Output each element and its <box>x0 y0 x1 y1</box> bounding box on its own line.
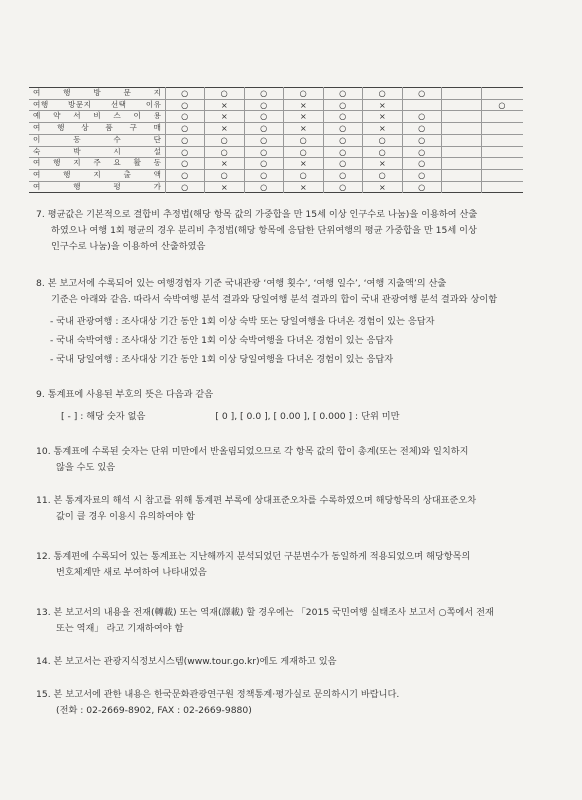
table-cell: ○ <box>402 181 442 193</box>
table-cell: ○ <box>165 134 205 146</box>
table-cell: ○ <box>363 169 403 181</box>
table-cell: ○ <box>323 88 363 100</box>
note-text: 않을 수도 있음 <box>56 462 116 473</box>
table-cell <box>442 99 482 111</box>
note-10 <box>36 444 566 476</box>
table-cell: × <box>205 99 245 111</box>
table-cell: ○ <box>363 88 403 100</box>
table-cell: ○ <box>244 169 284 181</box>
table-cell: × <box>363 111 403 123</box>
table-cell: ○ <box>323 123 363 135</box>
note-7 <box>36 207 566 255</box>
table-cell: ○ <box>244 123 284 135</box>
table-row <box>29 99 523 111</box>
table-cell <box>442 181 482 193</box>
table-cell <box>442 134 482 146</box>
note-text: 통계표에 사용된 부호의 뜻은 다음과 같음 <box>47 389 214 400</box>
note-number: 12. <box>36 551 51 562</box>
table-cell: ○ <box>402 123 442 135</box>
symbol-dash-legend: [ - ] : 해당 숫자 없음 <box>61 411 146 422</box>
table-cell: ○ <box>323 169 363 181</box>
table-cell: ○ <box>323 181 363 193</box>
table-row <box>29 111 523 123</box>
note-text: 통계표에 수록된 숫자는 단위 미만에서 반올림되었으므로 각 항목 값의 합이 총계(또는 전체)와 일치하지 <box>53 446 469 457</box>
table-cell: ○ <box>323 111 363 123</box>
note-number: 15. <box>36 689 51 700</box>
table-cell <box>481 88 523 100</box>
table-cell <box>481 158 523 170</box>
note-number: 13. <box>36 607 51 618</box>
row-label: 여 행 상 품 구 매 <box>29 123 165 135</box>
note-text: 본 보고서는 관광지식정보시스템(www.tour.go.kr)에도 게재하고 있음 <box>53 656 337 667</box>
table-cell: ○ <box>402 134 442 146</box>
table-cell: ○ <box>165 111 205 123</box>
note-number: 14. <box>36 656 51 667</box>
table-cell <box>442 111 482 123</box>
note-number: 8. <box>36 278 45 289</box>
note-sub-item: - 국내 숙박여행 : 조사대상 기간 동안 1회 이상 숙박여행을 다녀온 경험이 있는 응답자 <box>50 335 394 346</box>
table-cell <box>442 88 482 100</box>
table-cell <box>442 169 482 181</box>
note-text: 본 보고서에 관한 내용은 한국문화관광연구원 정책통계·평가실로 문의하시기 바랍니다. <box>53 689 400 700</box>
note-number: 11. <box>36 495 51 506</box>
table-cell <box>442 146 482 158</box>
row-label: 예 약 서 비 스 이 용 <box>29 111 165 123</box>
table-row <box>29 181 523 193</box>
table-cell: ○ <box>363 134 403 146</box>
table-row <box>29 123 523 135</box>
table-cell: × <box>363 158 403 170</box>
note-11 <box>36 493 566 525</box>
table-cell <box>442 123 482 135</box>
note-sub-item: - 국내 관광여행 : 조사대상 기간 동안 1회 이상 숙박 또는 당일여행을 다녀온 경험이 있는 응답자 <box>50 316 435 327</box>
table-cell: × <box>363 123 403 135</box>
table-cell: ○ <box>244 158 284 170</box>
table-cell: ○ <box>402 111 442 123</box>
note-13 <box>36 605 566 637</box>
note-number: 7. <box>36 209 45 220</box>
table-cell: ○ <box>284 134 324 146</box>
table-cell: ○ <box>244 111 284 123</box>
table-cell: ○ <box>284 169 324 181</box>
table-cell: ○ <box>205 169 245 181</box>
note-text: 인구수로 나눔)을 이용하여 산출하였음 <box>51 241 206 252</box>
note-text: 번호체계만 새로 부여하여 나타내었음 <box>56 567 207 578</box>
note-text: 하였으나 여행 1회 평균의 경우 분리비 추정법(해당 항목에 응답한 단위여행의 평균 가중합을 만 15세 이상 <box>51 225 477 236</box>
table-cell <box>442 158 482 170</box>
table-cell: ○ <box>402 88 442 100</box>
note-text: 기준은 아래와 같음. 따라서 숙박여행 분석 결과와 당일여행 분석 결과의 합이 국내 관광여행 분석 결과와 상이함 <box>51 294 498 305</box>
table-cell: ○ <box>402 169 442 181</box>
table-cell: ○ <box>323 146 363 158</box>
table-cell: × <box>284 99 324 111</box>
note-number: 9. <box>36 389 45 400</box>
note-14 <box>36 654 566 670</box>
row-label: 여 행 방 문 지 <box>33 88 162 97</box>
table-row <box>29 88 523 100</box>
table-cell <box>402 99 442 111</box>
table-cell: ○ <box>165 146 205 158</box>
table-cell: × <box>205 181 245 193</box>
table-cell: ○ <box>165 158 205 170</box>
table-row <box>29 169 523 181</box>
table-row <box>29 158 523 170</box>
note-text: 또는 역재」 라고 기재하여야 함 <box>56 623 184 634</box>
table-cell: ○ <box>205 146 245 158</box>
table-cell: ○ <box>165 181 205 193</box>
table-cell: ○ <box>363 146 403 158</box>
table-cell: × <box>363 181 403 193</box>
table-row <box>29 134 523 146</box>
table-cell: × <box>363 99 403 111</box>
table-cell: ○ <box>402 146 442 158</box>
row-label: 여 행 평 가 <box>29 181 165 193</box>
table-cell <box>481 169 523 181</box>
table-cell: × <box>205 111 245 123</box>
row-label: 여행 방문지 선택 이유 <box>29 99 165 111</box>
table-cell: ○ <box>244 99 284 111</box>
table-cell: ○ <box>481 99 523 111</box>
table-cell: ○ <box>244 146 284 158</box>
table-cell <box>481 111 523 123</box>
table-cell <box>481 123 523 135</box>
table-cell: ○ <box>205 88 245 100</box>
row-label: 숙 박 시 설 <box>29 146 165 158</box>
table-cell: ○ <box>165 123 205 135</box>
table-row <box>29 146 523 158</box>
note-sub-item: - 국내 당일여행 : 조사대상 기간 동안 1회 이상 당일여행을 다녀온 경험이 있는 응답자 <box>50 354 394 365</box>
note-text: 통계편에 수록되어 있는 통계표는 지난해까지 분석되었던 구분변수가 동일하게 적용되었으며 해당항목의 <box>53 551 471 562</box>
table-cell: × <box>284 111 324 123</box>
table-cell <box>481 181 523 193</box>
survey-items-table <box>29 87 523 193</box>
table-cell: ○ <box>402 158 442 170</box>
table-cell: ○ <box>284 146 324 158</box>
note-text: 값이 클 경우 이용시 유의하여야 함 <box>56 511 195 522</box>
contact-info: (전화 : 02-2669-8902, FAX : 02-2669-9880) <box>56 705 252 716</box>
note-number: 10. <box>36 446 51 457</box>
table-cell: ○ <box>323 158 363 170</box>
table-cell: ○ <box>323 134 363 146</box>
table-cell: ○ <box>244 134 284 146</box>
table-cell: × <box>284 158 324 170</box>
table-cell: × <box>284 123 324 135</box>
table-cell: × <box>284 181 324 193</box>
note-text: 평균값은 기본적으로 결합비 추정법(해당 항목 값의 가중합을 만 15세 이상 인구수로 나눔)을 이용하여 산출 <box>47 209 478 220</box>
table-cell: × <box>205 123 245 135</box>
table-cell <box>481 134 523 146</box>
note-text: 본 통계자료의 해석 시 참고를 위해 통계편 부록에 상대표준오차를 수록하였으며 해당항목의 상대표준오차 <box>53 495 477 506</box>
note-15 <box>36 687 566 719</box>
note-8 <box>36 276 566 368</box>
table-cell: × <box>205 158 245 170</box>
table-cell: ○ <box>284 88 324 100</box>
symbol-zero-legend: [ 0 ], [ 0.0 ], [ 0.00 ], [ 0.000 ] : 단위 미만 <box>215 411 400 422</box>
row-label: 이 동 수 단 <box>29 134 165 146</box>
table-cell: ○ <box>165 99 205 111</box>
table-cell <box>481 146 523 158</box>
note-text: 본 보고서의 내용을 전재(轉載) 또는 역재(譯載) 할 경우에는 「2015 국민여행 실태조사 보고서 ○쪽에서 전재 <box>53 607 494 618</box>
note-text: 본 보고서에 수록되어 있는 여행경험자 기준 국내관광 ‘여행 횟수’, ‘여행 일수’, ‘여행 지출액’의 산출 <box>47 278 447 289</box>
row-label: 여 행 지 출 액 <box>29 169 165 181</box>
note-12 <box>36 549 566 581</box>
row-label: 여 행 지 주 요 활 동 <box>29 158 165 170</box>
table-cell: ○ <box>205 134 245 146</box>
table-cell: ○ <box>165 88 205 100</box>
table-cell: ○ <box>323 99 363 111</box>
table-cell: ○ <box>244 181 284 193</box>
table-cell: ○ <box>165 169 205 181</box>
note-9 <box>36 387 566 425</box>
table-cell: ○ <box>244 88 284 100</box>
